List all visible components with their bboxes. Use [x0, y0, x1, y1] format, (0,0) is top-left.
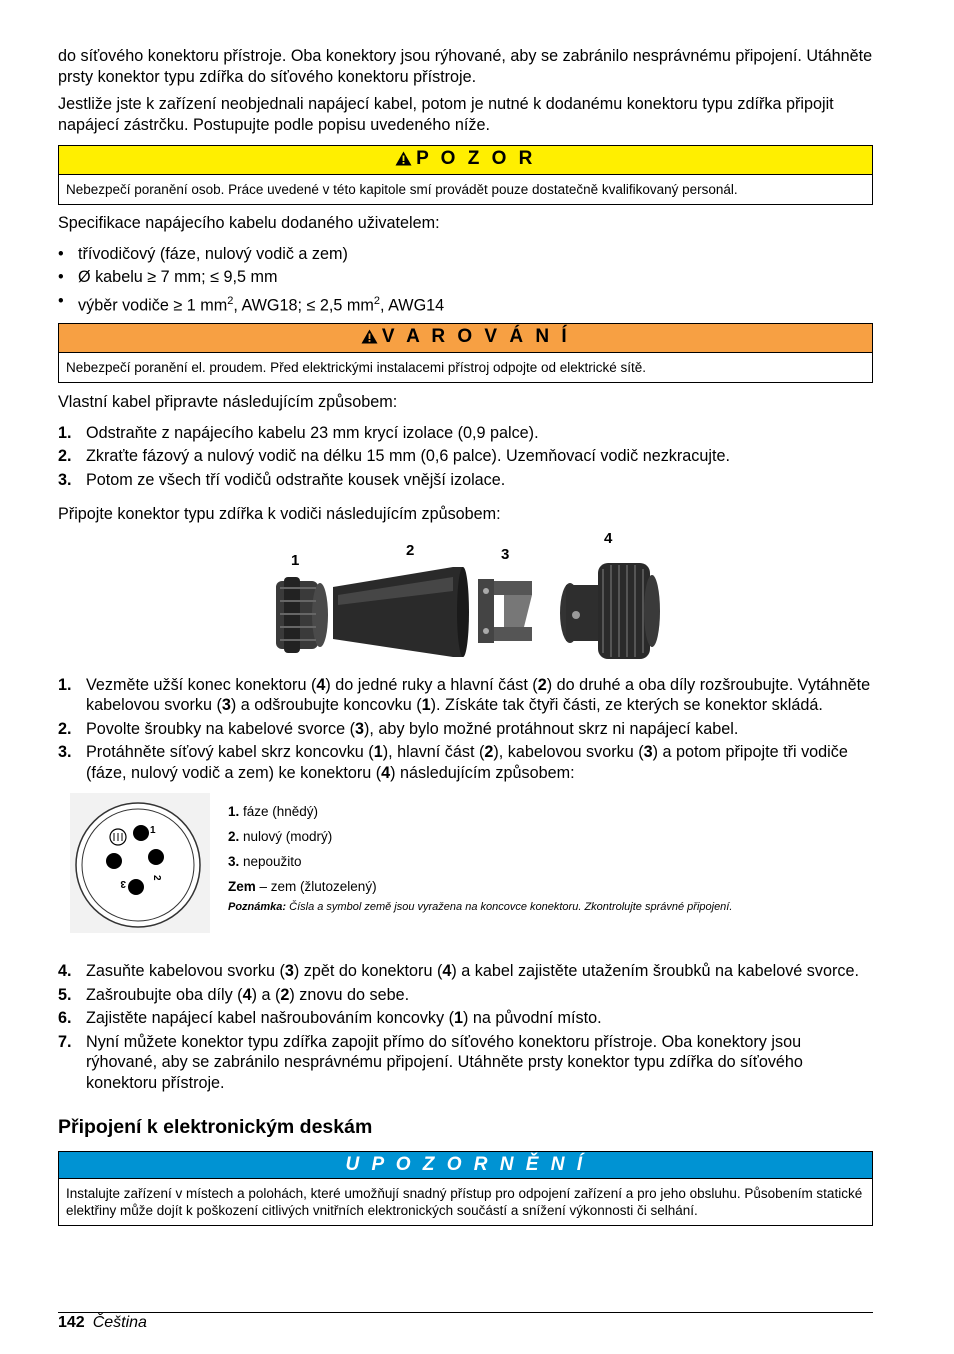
cable-clamp-part [478, 579, 532, 643]
caution-text: Nebezpečí poranění osob. Práce uvedené v této kapitole smí provádět pouze dostatečně kvalifikovaný personál. [66, 182, 738, 197]
warning-box [58, 323, 873, 383]
list-item: • třívodičový (fáze, nulový vodič a zem) [58, 244, 873, 265]
list-item: 1. Odstraňte z napájecího kabelu 23 mm krycí izolace (0,9 palce). [58, 423, 539, 442]
connect-intro: Připojte konektor typu zdířka k vodiči následujícím způsobem: [58, 505, 501, 524]
final-steps [58, 961, 873, 1093]
list-item: 1. fáze (hnědý) [228, 804, 319, 820]
list-item: 4. Zasuňte kabelovou svorku (3) zpět do konektoru (4) a kabel zajistěte utažením šroubků na kabelové svorce. [58, 962, 859, 981]
list-item: 2. nulový (modrý) [228, 829, 333, 845]
pin-label-2: 2 [151, 875, 162, 881]
list-item: 6. Zajistěte napájecí kabel našroubováním koncovky (1) na původní místo. [58, 1009, 602, 1028]
warning-triangle-icon [361, 326, 378, 352]
figure-label-1: 1 [291, 551, 300, 569]
document-page [58, 46, 873, 1226]
figure-label-4: 4 [604, 529, 613, 547]
caution-box [58, 145, 873, 205]
list-item: 5. Zašroubujte oba díly (4) a (2) znovu do sebe. [58, 985, 410, 1004]
list-item: • Ø kabelu ≥ 7 mm; ≤ 9,5 mm [58, 267, 873, 288]
pin-layout-figure [58, 793, 873, 943]
figure-label-2: 2 [406, 541, 415, 559]
warning-triangle-icon [395, 148, 412, 174]
pin-3 [128, 879, 144, 895]
connector-parts-image [58, 533, 873, 661]
intro-paragraph-1: do síťového konektoru přístroje. Oba konektory jsou rýhované, aby se zabránilo nesprávnému připojení. Utáhněte prsty konektor typu zdířka do síťového konektoru přístroje. [58, 47, 873, 86]
figure-label-3: 3 [501, 545, 510, 563]
intro-paragraph-2: Jestliže jste k zařízení neobjednali napájecí kabel, potom je nutné k dodanému konektoru typu zdířka připojit napájecí zástrčku. Postupujte podle popisu uvedeného níže. [58, 95, 834, 134]
list-item: • výběr vodiče ≥ 1 $mm^2$, AWG18; ≤ 2,5 $mm^2$, AWG14 [58, 291, 873, 316]
pin-note: Poznámka: Čísla a symbol země jsou vyražena na koncovce konektoru. Zkontrolujte správné připojení. [228, 901, 733, 914]
pin-label-3: 3 [120, 878, 126, 890]
pin-legend [228, 799, 732, 915]
notice-header: U P O Z O R N Ě N Í [59, 1152, 872, 1179]
language-label: Čeština [92, 1314, 147, 1331]
section-heading: Připojení k elektronickým deskám [58, 1116, 373, 1139]
pin-diagram [70, 793, 210, 933]
list-item: 3. nepoužito [228, 854, 302, 870]
connector-part [560, 563, 660, 659]
spec-intro: Specifikace napájecího kabelu dodaného uživatelem: [58, 214, 440, 232]
main-body-part [333, 567, 469, 657]
connect-steps [58, 675, 873, 784]
prep-intro: Vlastní kabel připravte následujícím způsobem: [58, 393, 398, 412]
list-item: 3. Potom ze všech tří vodičů odstraňte kousek vnější izolace. [58, 470, 506, 489]
warning-title: V A R O V Á N Í [381, 326, 571, 348]
pin-2 [148, 849, 164, 865]
page-number: 142 [58, 1314, 85, 1331]
list-item: 2. Zkraťte fázový a nulový vodič na délku 15 mm (0,6 palce). Uzemňovací vodič nezkracujte. [58, 447, 730, 466]
prep-steps [58, 423, 873, 491]
end-cap-part [276, 577, 328, 653]
caution-title: P O Z O R [416, 148, 536, 169]
notice-text: Instalujte zařízení v místech a polohách, které umožňují snadný přístup pro odpojení zařízení a pro jeho obsluhu. Působením statické elektřiny může dojít k poškození citlivých vnitřních elektronických součástí a snížení výkonnosti či selhání. [66, 1186, 863, 1219]
connector-parts-figure [58, 529, 873, 661]
list-item: 3. Protáhněte síťový kabel skrz koncovku (1), hlavní část (2), kabelovou svorku (3) a potom připojte tři vodiče (fáze, nulový vodič a zem) ke konektoru (4) následujícím způsobem: [58, 743, 848, 782]
caution-header [59, 146, 872, 175]
spec-list [58, 244, 873, 316]
list-item: Zem – zem (žlutozelený) [228, 879, 377, 895]
pin-1 [133, 825, 149, 841]
pin-label-1: 1 [150, 825, 156, 837]
page-footer [58, 1312, 873, 1332]
list-item: 2. Povolte šroubky na kabelové svorce (3), aby bylo možné protáhnout skrz ni napájecí kabel. [58, 719, 739, 738]
notice-box [58, 1151, 873, 1226]
list-item: 7. Nyní můžete konektor typu zdířka zapojit přímo do síťového konektoru přístroje. Oba konektory jsou rýhované, aby se zabránilo nesprávnému připojení. Utáhněte prsty konektor typu zdířka do síťového konektoru přístroje. [58, 1032, 803, 1092]
warning-header [59, 324, 872, 353]
list-item: 1. Vezměte užší konec konektoru (4) do jedné ruky a hlavní část (2) do druhé a oba díly rozšroubujte. Vytáhněte kabelovou svorku (3) a odšroubujte koncovku (1). Získáte tak čtyři části, ze kterých se konektor skládá. [58, 675, 871, 715]
pin-earth [106, 853, 122, 869]
warning-text: Nebezpečí poranění el. proudem. Před elektrickými instalacemi přístroj odpojte od elektrické sítě. [66, 360, 647, 376]
